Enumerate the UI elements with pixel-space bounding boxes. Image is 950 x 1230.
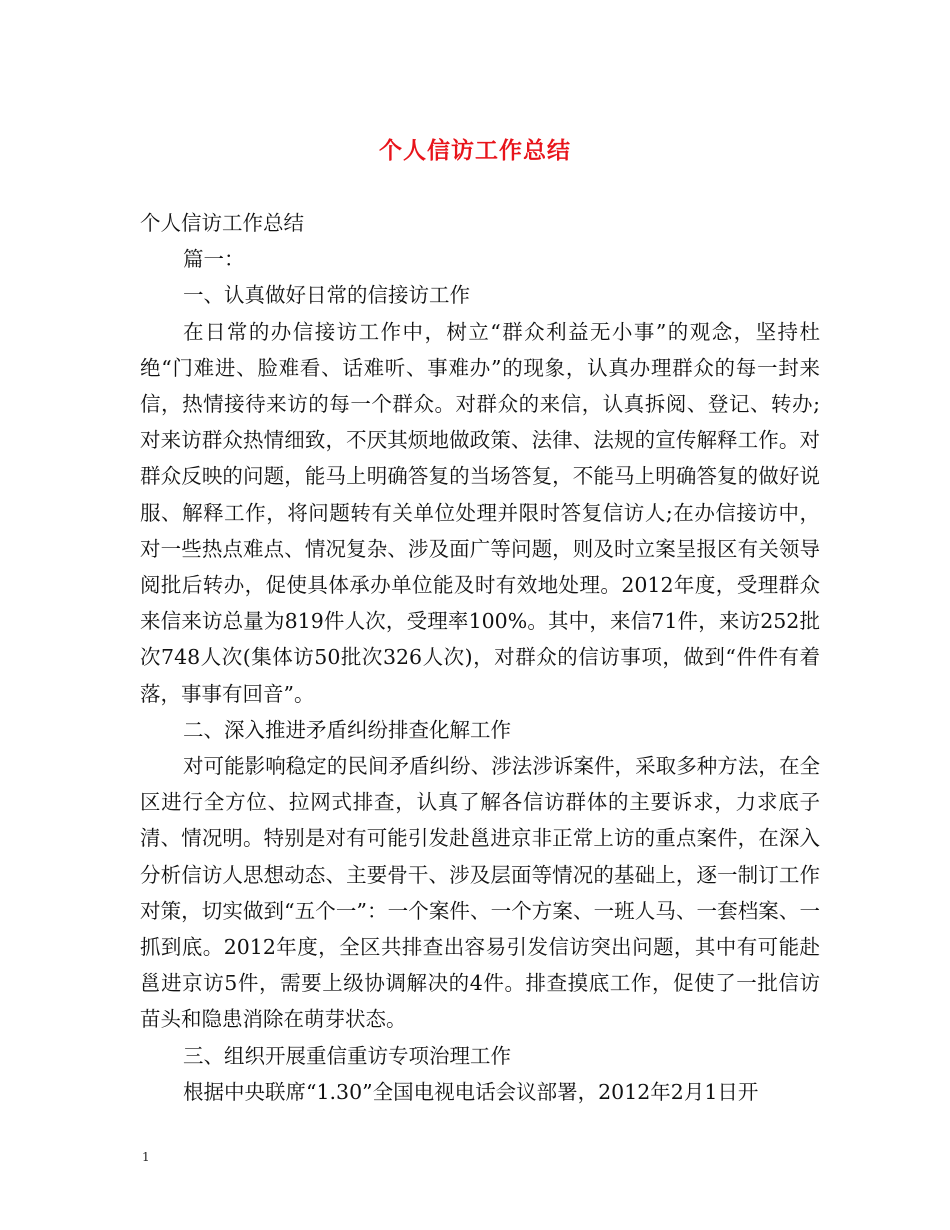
body-paragraph: 个人信访工作总结	[140, 211, 304, 235]
document-body	[140, 205, 820, 1110]
body-paragraph: 篇一：	[183, 247, 245, 272]
body-paragraph: 对可能影响稳定的民间矛盾纠纷、涉法涉诉案件，采取多种方法，在全区进行全方位、拉网式排查，认真了解各信访群体的主要诉求，力求底子清、情况明。特别是对有可能引发赴邕进京非正常上访的重点案件，在深入分析信访人思想动态、主要骨干、涉及层面等情况的基础上，逐一制订工作对策，切实做到“五个一”：一个案件、一个方案、一班人马、一套档案、一抓到底。2012年度，全区共排查出容易引发信访突出问题，其中有可能赴邕进京访5件，需要上级协调解决的4件。排查摸底工作，促使了一批信访苗头和隐患消除在萌芽状态。	[140, 754, 820, 1032]
page-number: 1	[142, 1150, 150, 1164]
body-paragraph: 根据中央联席“1.30”全国电视电话会议部署，2012年2月1日开	[183, 1079, 759, 1104]
section-heading: 一、认真做好日常的信接访工作	[183, 283, 470, 308]
document-title: 个人信访工作总结	[379, 137, 571, 164]
section-heading: 三、组织开展重信重访专项治理工作	[183, 1043, 511, 1068]
body-paragraph: 在日常的办信接访工作中，树立“群众利益无小事”的观念，坚持杜绝“门难进、脸难看、话难听、事难办”的现象，认真办理群众的每一封来信，热情接待来访的每一个群众。对群众的来信，认真拆阅、登记、转办;对来访群众热情细致，不厌其烦地做政策、法律、法规的宣传解释工作。对群众反映的问题，能马上明确答复的当场答复，不能马上明确答复的做好说服、解释工作，将问题转有关单位处理并限时答复信访人;在办信接访中，对一些热点难点、情况复杂、涉及面广等问题，则及时立案呈报区有关领导阅批后转办，促使具体承办单位能及时有效地处理。2012年度，受理群众来信来访总量为819件人次，受理率100%。其中，来信71件，来访252批次748人次(集体访50批次326人次)，对群众的信访事项，做到“件件有着落，事事有回音”。	[140, 319, 820, 706]
section-heading: 二、深入推进矛盾纠纷排查化解工作	[183, 717, 511, 742]
